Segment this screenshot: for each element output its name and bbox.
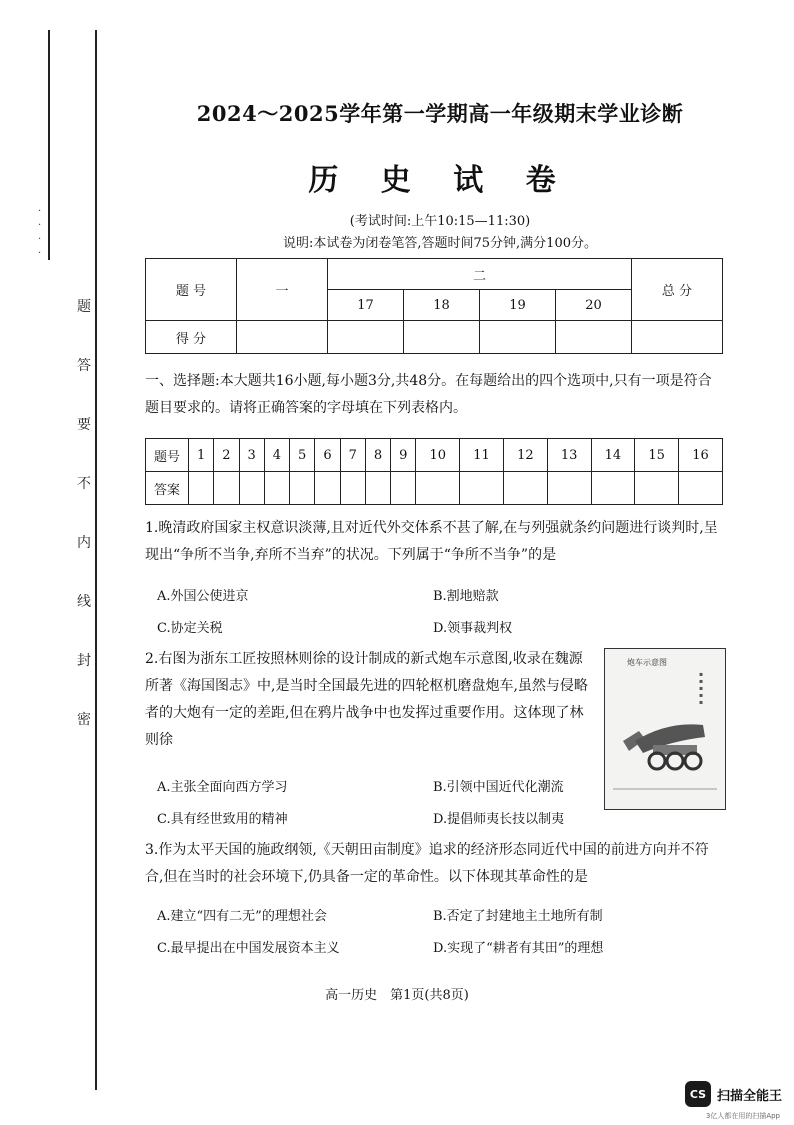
binding-char: 内 [77, 535, 91, 551]
exam-title: 2024～2025学年第一学期高一年级期末学业诊断 [196, 101, 684, 126]
answer-number: 2 [214, 439, 239, 472]
score-cell[interactable] [404, 321, 480, 354]
binding-char: 封 [77, 653, 91, 669]
score-table [145, 258, 723, 354]
binding-char: 不 [77, 476, 91, 492]
question-1-stem: 1.晚清政府国家主权意识淡薄,且对近代外交体系不甚了解,在与列强就条约问题进行谈判时,呈现出“争所不当争,弃所不当弃”的状况。下列属于“争所不当争”的是 [145, 520, 718, 563]
binding-char: 密 [77, 712, 91, 728]
question-1-option-c: C.协定关税 [157, 621, 223, 636]
question-1-option-a: A.外国公使进京 [157, 589, 249, 604]
sub-question-number: 18 [404, 290, 480, 321]
question-3-option-b: B.否定了封建地主土地所有制 [433, 909, 603, 924]
answer-number: 7 [340, 439, 365, 472]
part-one-header: 一 [237, 259, 328, 321]
exam-instructions: 说明:本试卷为闭卷笔答,答题时间75分钟,满分100分。 [283, 236, 597, 251]
score-cell[interactable] [328, 321, 404, 354]
cannon-cart-figure [604, 648, 726, 810]
binding-char: 题 [77, 299, 91, 315]
binding-char: 要 [77, 417, 91, 433]
score-label: 得 分 [146, 321, 237, 354]
question-2-option-b: B.引领中国近代化潮流 [433, 780, 564, 795]
answer-cell[interactable] [264, 472, 289, 505]
answer-cell[interactable] [460, 472, 504, 505]
answer-number: 10 [416, 439, 460, 472]
answer-number: 4 [264, 439, 289, 472]
answer-cell[interactable] [391, 472, 416, 505]
question-3-option-a: A.建立“四有二无”的理想社会 [157, 909, 327, 924]
figure-title: 炮车示意图 [627, 658, 667, 667]
answer-table [145, 438, 723, 505]
scanner-watermark [685, 1081, 782, 1107]
answer-number: 5 [290, 439, 315, 472]
sub-question-number: 20 [556, 290, 632, 321]
question-2-option-c: C.具有经世致用的精神 [157, 812, 288, 827]
binding-seal-text [72, 300, 96, 772]
scanner-logo-icon: CS [685, 1081, 711, 1107]
answer-number: 3 [239, 439, 264, 472]
answer-cell[interactable] [290, 472, 315, 505]
answer-number: 1 [189, 439, 214, 472]
score-cell[interactable] [632, 321, 723, 354]
answer-number: 9 [391, 439, 416, 472]
answer-number: 6 [315, 439, 340, 472]
question-2-option-d: D.提倡师夷长技以制夷 [433, 812, 565, 827]
binding-line-outer [48, 30, 50, 260]
question-2-option-a: A.主张全面向西方学习 [157, 780, 288, 795]
question-3-option-c: C.最早提出在中国发展资本主义 [157, 941, 340, 956]
answer-cell[interactable] [635, 472, 679, 505]
cannon-cart-illustration [605, 649, 725, 809]
figure-annotation: ▪ ▪ ▪ ▪ ▪ [699, 671, 704, 706]
answer-cell[interactable] [214, 472, 239, 505]
score-cell[interactable] [237, 321, 328, 354]
total-score-header: 总 分 [632, 259, 723, 321]
answer-cell[interactable] [189, 472, 214, 505]
exam-time: (考试时间:上午10:15—11:30) [349, 214, 531, 229]
answer-number: 8 [365, 439, 390, 472]
answer-number: 12 [503, 439, 547, 472]
score-cell[interactable] [556, 321, 632, 354]
answer-number: 13 [547, 439, 591, 472]
answer-cell[interactable] [365, 472, 390, 505]
answer-number: 14 [591, 439, 635, 472]
question-3-stem: 3.作为太平天国的施政纲领,《天朝田亩制度》追求的经济形态同近代中国的前进方向并不符合,但在当时的社会环境下,仍具备一定的革命性。以下体现其革命性的是 [145, 842, 709, 885]
score-cell[interactable] [480, 321, 556, 354]
answer-cell[interactable] [340, 472, 365, 505]
subject-title: 历 史 试 卷 [308, 163, 572, 198]
answer-number: 11 [460, 439, 504, 472]
page-footer: 高一历史 第1页(共8页) [325, 988, 469, 1003]
question-3-option-d: D.实现了“耕者有其田”的理想 [433, 941, 604, 956]
answer-cell[interactable] [315, 472, 340, 505]
answer-number: 15 [635, 439, 679, 472]
question-1-option-d: D.领事裁判权 [433, 621, 513, 636]
answer-table-answer-label: 答案 [146, 472, 189, 505]
sub-question-number: 19 [480, 290, 556, 321]
answer-cell[interactable] [503, 472, 547, 505]
binding-dots: · · · · [38, 206, 42, 259]
scanner-app-name: 扫描全能王 [716, 1088, 782, 1104]
part-two-header: 二 [328, 259, 632, 290]
scanner-tagline: 3亿人都在用的扫描App [705, 1112, 780, 1120]
binding-char: 答 [77, 358, 91, 374]
section-one-instructions: 一、选择题:本大题共16小题,每小题3分,共48分。在每题给出的四个选项中,只有一项是符合题目要求的。请将正确答案的字母填在下列表格内。 [145, 373, 712, 416]
answer-cell[interactable] [239, 472, 264, 505]
answer-cell[interactable] [679, 472, 723, 505]
binding-char: 线 [77, 594, 91, 610]
sub-question-number: 17 [328, 290, 404, 321]
question-number-label: 题 号 [146, 259, 237, 321]
answer-number: 16 [679, 439, 723, 472]
answer-cell[interactable] [416, 472, 460, 505]
question-1-option-b: B.割地赔款 [433, 589, 499, 604]
answer-table-number-label: 题号 [146, 439, 189, 472]
question-2-stem: 2.右图为浙东工匠按照林则徐的设计制成的新式炮车示意图,收录在魏源所著《海国图志》中,是当时全国最先进的四轮枢机磨盘炮车,虽然与侵略者的大炮有一定的差距,但在鸦片战争中也发挥过重要作用。这体现了林则徐 [145, 651, 588, 748]
answer-cell[interactable] [591, 472, 635, 505]
answer-cell[interactable] [547, 472, 591, 505]
